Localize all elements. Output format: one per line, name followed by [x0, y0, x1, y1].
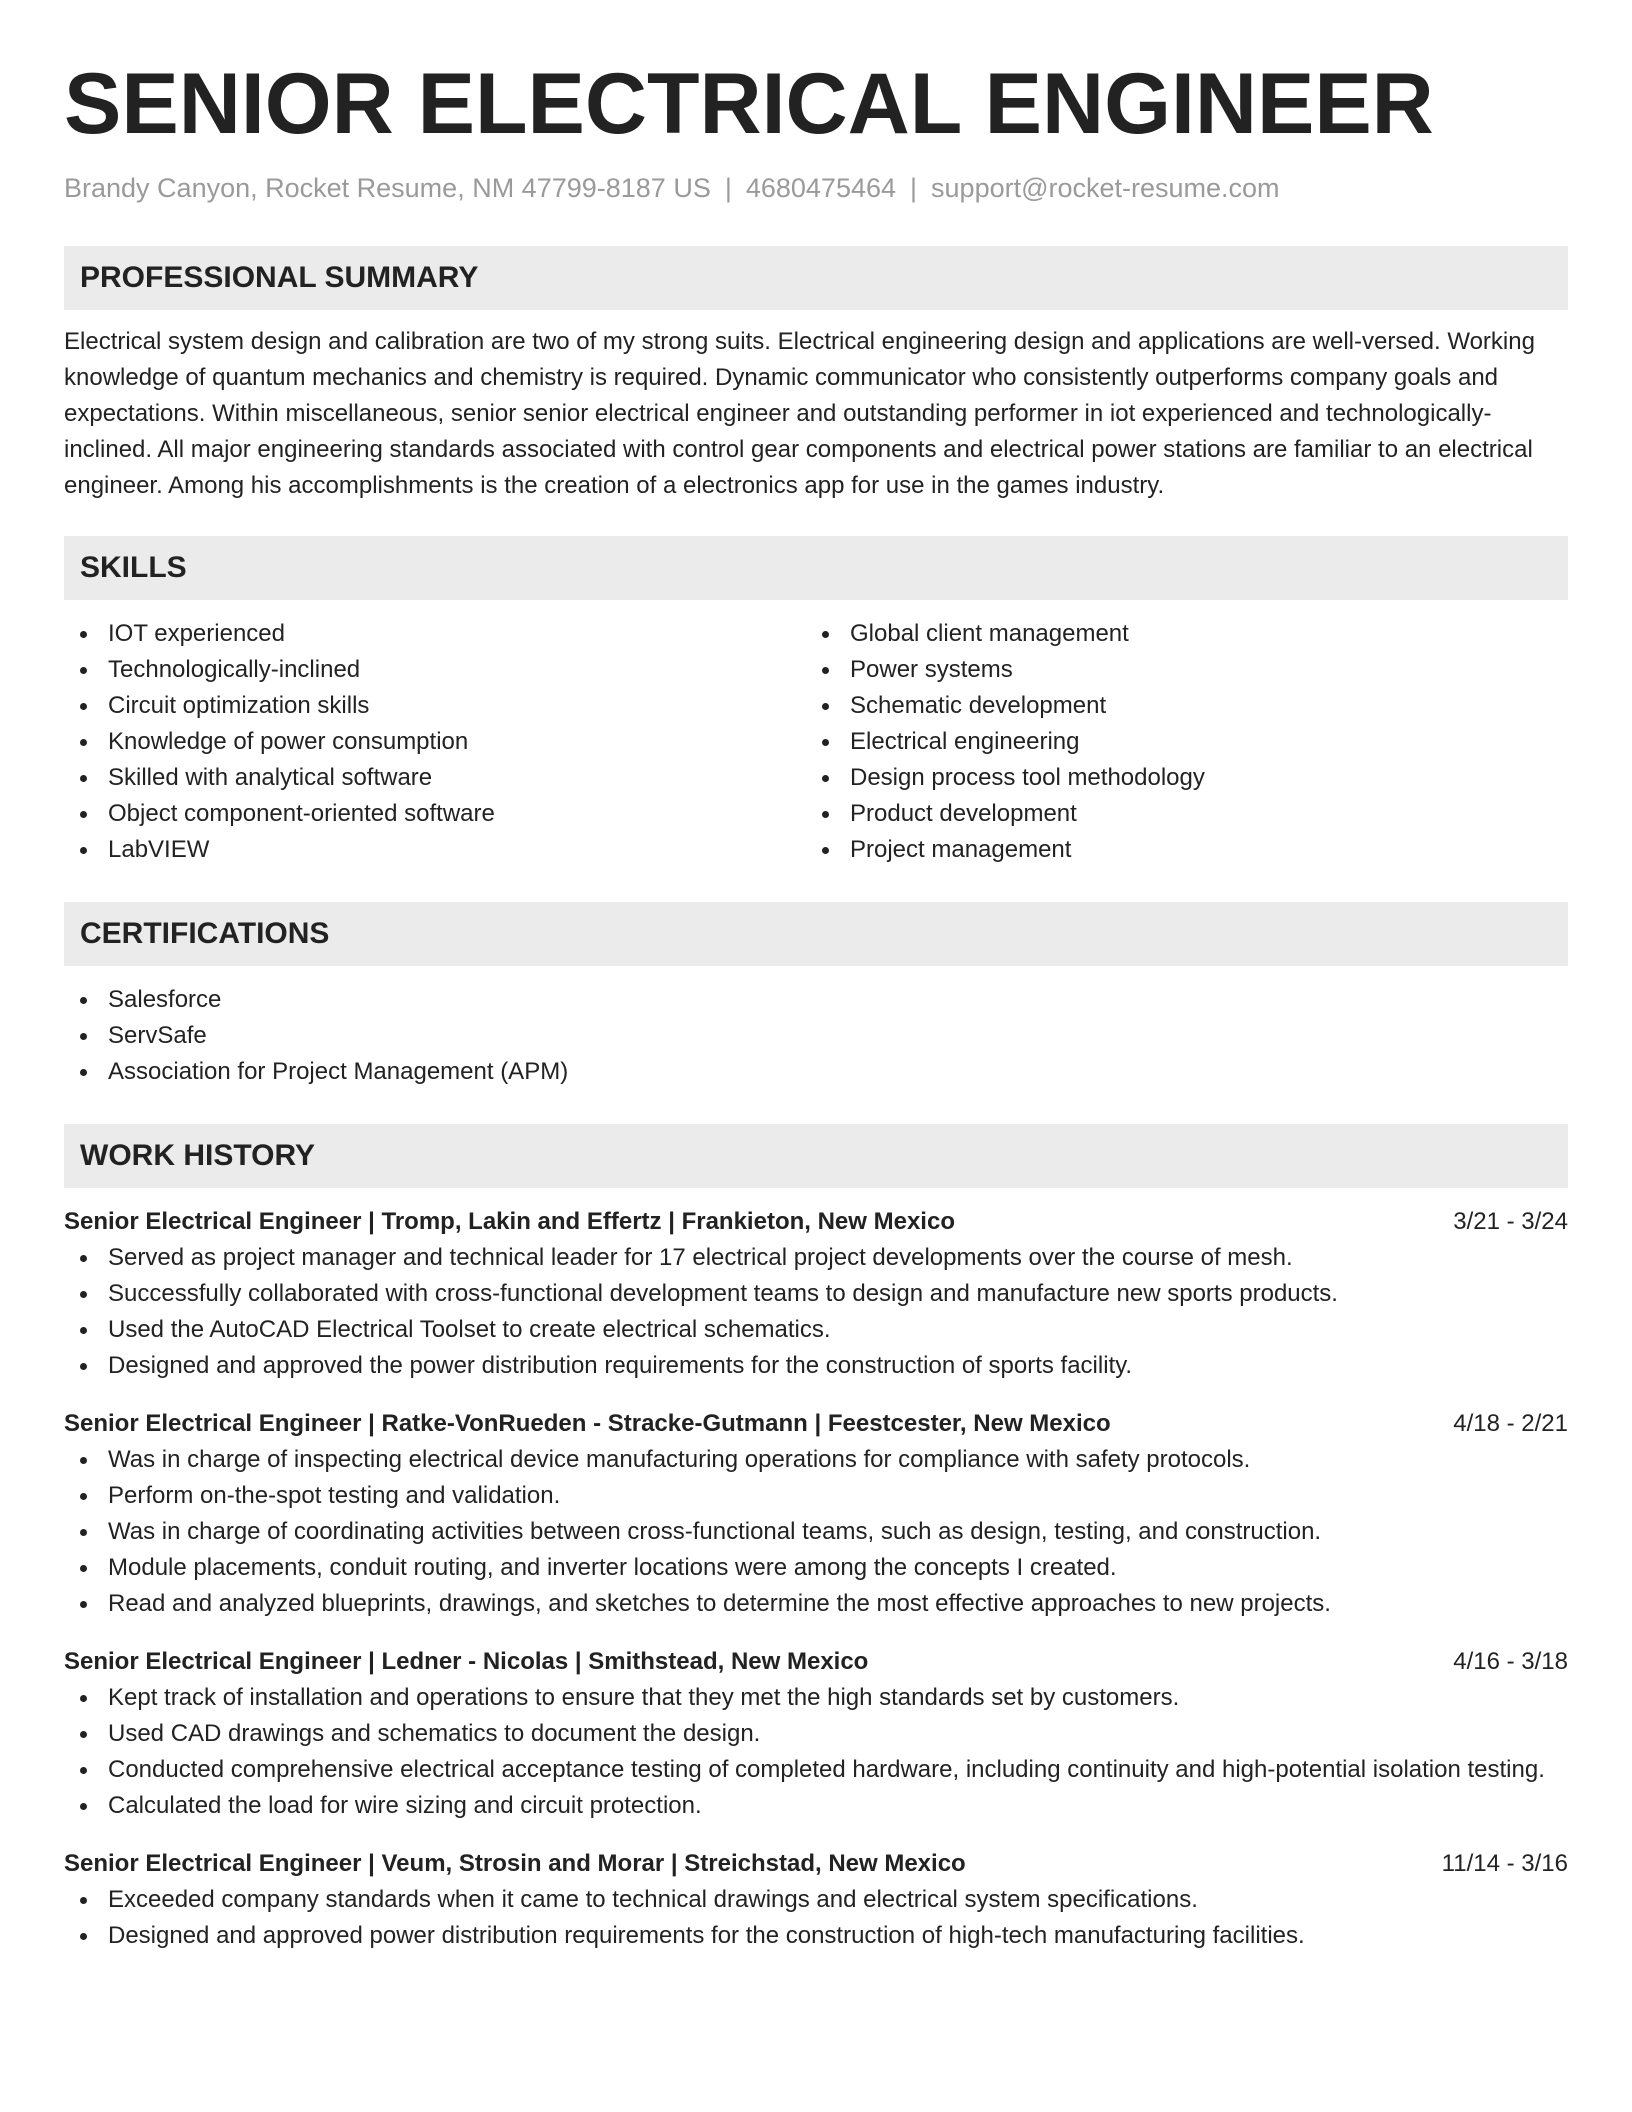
job-bullet: Module placements, conduit routing, and inverter locations were among the concepts I created. — [64, 1550, 1568, 1586]
job-header — [64, 1204, 1568, 1240]
job-header — [64, 1644, 1568, 1680]
skill-item: Project management — [806, 832, 1548, 868]
job-entry — [64, 1406, 1568, 1622]
job-entry — [64, 1644, 1568, 1824]
skill-item: Global client management — [806, 616, 1548, 652]
section-heading-skills: SKILLS — [64, 536, 1568, 600]
skill-item: Schematic development — [806, 688, 1548, 724]
job-bullet: Successfully collaborated with cross-functional development teams to design and manufacture new sports products. — [64, 1276, 1568, 1312]
job-bullet: Was in charge of inspecting electrical device manufacturing operations for compliance with safety protocols. — [64, 1442, 1568, 1478]
section-heading-work-history: WORK HISTORY — [64, 1124, 1568, 1188]
skill-item: Knowledge of power consumption — [64, 724, 806, 760]
summary-text: Electrical system design and calibration are two of my strong suits. Electrical engineering design and applications are well-versed. Working knowledge of quantum mechanics and chemistry is required. Dynamic communicator who consistently outperforms company goals and expectations. Within miscellaneous, senior senior electrical engineer and outstanding performer in iot experienced and technologically-inclined. All major engineering standards associated with control gear components and electrical power stations are familiar to an electrical engineer. Among his accomplishments is the creation of a electronics app for use in the games industry. — [64, 328, 1535, 499]
job-entry — [64, 1204, 1568, 1384]
job-entry — [64, 1846, 1568, 1954]
resume-title: SENIOR ELECTRICAL ENGINEER — [64, 56, 1434, 152]
job-dates: 4/16 - 3/18 — [1453, 1648, 1568, 1675]
job-header — [64, 1846, 1568, 1882]
job-dates: 3/21 - 3/24 — [1453, 1208, 1568, 1235]
resume-page — [64, 0, 1568, 1954]
job-bullet: Conducted comprehensive electrical acceptance testing of completed hardware, including continuity and high-potential isolation testing. — [64, 1752, 1568, 1788]
skill-item: Skilled with analytical software — [64, 760, 806, 796]
job-bullet: Read and analyzed blueprints, drawings, and sketches to determine the most effective approaches to new projects. — [64, 1586, 1568, 1622]
skill-item: IOT experienced — [64, 616, 806, 652]
certifications-list — [64, 982, 1568, 1090]
skill-item: Circuit optimization skills — [64, 688, 806, 724]
skill-item: LabVIEW — [64, 832, 806, 868]
job-bullet: Calculated the load for wire sizing and circuit protection. — [64, 1788, 1568, 1824]
section-heading-summary: PROFESSIONAL SUMMARY — [64, 246, 1568, 310]
skills-column-right — [806, 616, 1548, 868]
skill-item: Design process tool methodology — [806, 760, 1548, 796]
job-bullet: Used CAD drawings and schematics to document the design. — [64, 1716, 1568, 1752]
contact-separator: | — [724, 173, 732, 203]
job-bullet: Was in charge of coordinating activities between cross-functional teams, such as design, testing, and construction. — [64, 1514, 1568, 1550]
skills-list-right — [806, 616, 1548, 868]
contact-address: Brandy Canyon, Rocket Resume, NM 47799-8187 US — [64, 173, 711, 203]
contact-phone: 4680475464 — [745, 173, 897, 203]
job-dates: 4/18 - 2/21 — [1453, 1410, 1568, 1437]
job-bullets — [64, 1882, 1568, 1954]
job-bullet: Served as project manager and technical leader for 17 electrical project developments over the course of mesh. — [64, 1240, 1568, 1276]
certification-item: Salesforce — [64, 982, 1568, 1018]
skill-item: Electrical engineering — [806, 724, 1548, 760]
skills-grid — [64, 616, 1568, 868]
skills-list-left — [64, 616, 806, 868]
skills-column-left — [64, 616, 806, 868]
contact-line — [64, 170, 1568, 206]
job-dates: 11/14 - 3/16 — [1441, 1850, 1568, 1877]
skill-item: Power systems — [806, 652, 1548, 688]
job-title: Senior Electrical Engineer | Ledner - Nicolas | Smithstead, New Mexico — [64, 1648, 869, 1675]
job-bullets — [64, 1240, 1568, 1384]
certification-item: ServSafe — [64, 1018, 1568, 1054]
job-bullet: Kept track of installation and operations to ensure that they met the high standards set by customers. — [64, 1680, 1568, 1716]
job-header — [64, 1406, 1568, 1442]
skill-item: Object component-oriented software — [64, 796, 806, 832]
section-heading-certifications: CERTIFICATIONS — [64, 902, 1568, 966]
certification-item: Association for Project Management (APM) — [64, 1054, 1568, 1090]
job-bullets — [64, 1442, 1568, 1622]
contact-separator: | — [910, 173, 918, 203]
job-bullet: Used the AutoCAD Electrical Toolset to create electrical schematics. — [64, 1312, 1568, 1348]
skill-item: Product development — [806, 796, 1548, 832]
job-title: Senior Electrical Engineer | Veum, Strosin and Morar | Streichstad, New Mexico — [64, 1850, 966, 1877]
job-title: Senior Electrical Engineer | Ratke-VonRueden - Stracke-Gutmann | Feestcester, New Mexico — [64, 1410, 1111, 1437]
job-bullet: Designed and approved the power distribution requirements for the construction of sports facility. — [64, 1348, 1568, 1384]
job-title: Senior Electrical Engineer | Tromp, Lakin and Effertz | Frankieton, New Mexico — [64, 1208, 955, 1235]
job-bullet: Perform on-the-spot testing and validation. — [64, 1478, 1568, 1514]
job-bullets — [64, 1680, 1568, 1824]
skill-item: Technologically-inclined — [64, 652, 806, 688]
job-bullet: Designed and approved power distribution requirements for the construction of high-tech manufacturing facilities. — [64, 1918, 1568, 1954]
contact-email: support@rocket-resume.com — [931, 173, 1280, 203]
job-bullet: Exceeded company standards when it came to technical drawings and electrical system specifications. — [64, 1882, 1568, 1918]
